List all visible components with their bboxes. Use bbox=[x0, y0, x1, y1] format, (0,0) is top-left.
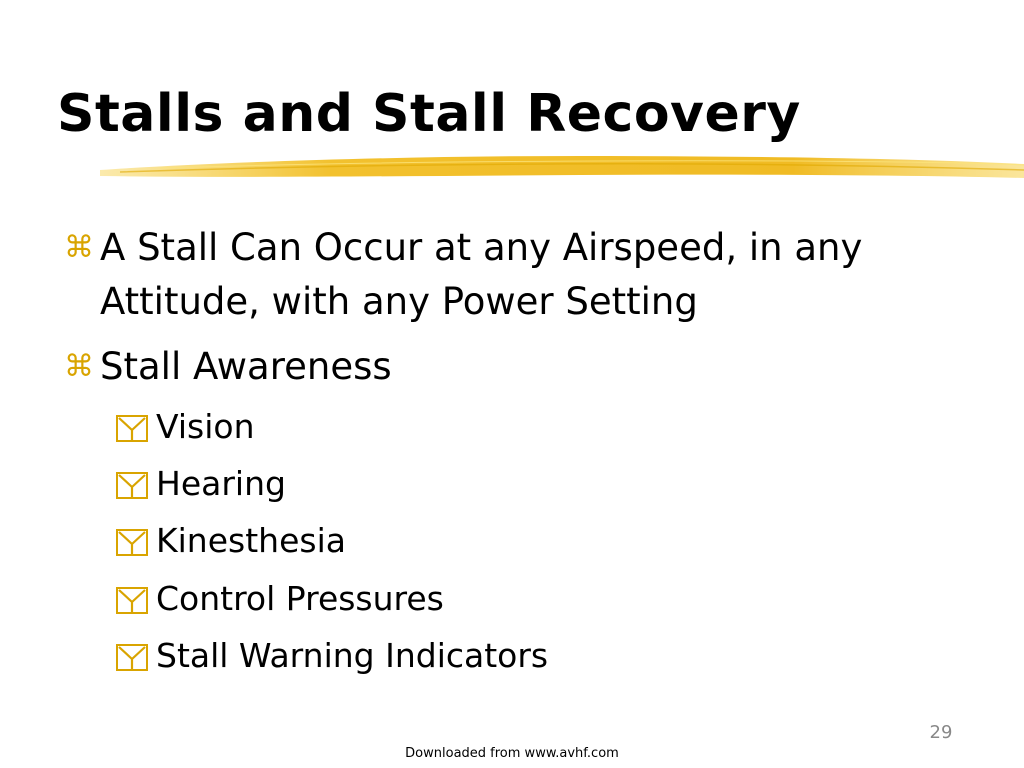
sub-bullet-text: Kinesthesia bbox=[156, 521, 346, 560]
bullet-item bbox=[64, 340, 964, 394]
crossed-box-icon bbox=[116, 529, 148, 556]
bullet-text: A Stall Can Occur at any Airspeed, in any Attitude, with any Power Setting bbox=[100, 226, 863, 323]
sub-bullet-item bbox=[116, 403, 254, 451]
sub-bullet-text: Control Pressures bbox=[156, 579, 444, 618]
sub-bullet-text: Hearing bbox=[156, 464, 286, 503]
sub-bullet-item bbox=[116, 517, 346, 565]
footer-source: Downloaded from www.avhf.com bbox=[405, 746, 619, 761]
bullet-text: Stall Awareness bbox=[100, 345, 392, 388]
crossed-box-icon bbox=[116, 415, 148, 442]
sub-bullet-item bbox=[116, 460, 286, 508]
sub-bullet-item bbox=[116, 632, 548, 680]
sub-bullet-text: Vision bbox=[156, 407, 255, 446]
crossed-box-icon bbox=[116, 644, 148, 671]
slide-title: Stalls and Stall Recovery bbox=[57, 84, 801, 144]
command-key-icon: ⌘ bbox=[64, 230, 94, 265]
bullet-item bbox=[64, 221, 964, 329]
command-key-icon: ⌘ bbox=[64, 349, 94, 384]
page-number: 29 bbox=[929, 722, 953, 743]
sub-bullet-item bbox=[116, 575, 444, 623]
crossed-box-icon bbox=[116, 472, 148, 499]
sub-bullet-text: Stall Warning Indicators bbox=[156, 636, 549, 675]
crossed-box-icon bbox=[116, 587, 148, 614]
